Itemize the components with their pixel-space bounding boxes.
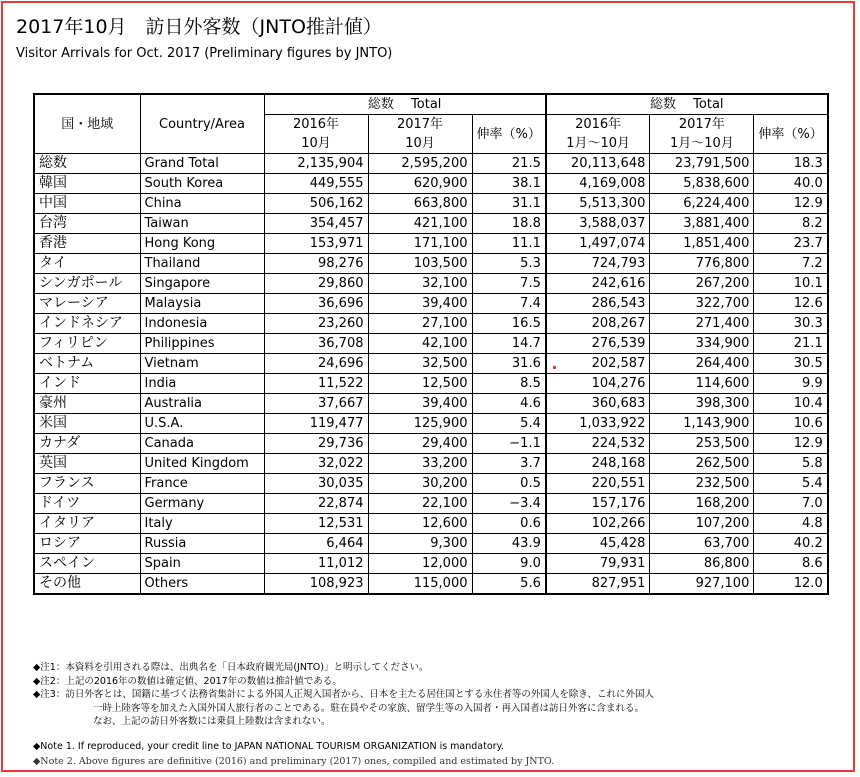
value-2017-oct: 12,600 bbox=[368, 514, 472, 534]
value-growth-cumulative: 7.0 bbox=[754, 494, 828, 514]
note-jp-3-cont-1: 一時上陸客等を加えた入国外国人旅行者のことである。駐在員やその家族、留学生等の入国者・再入国者は訪日外客に含まれる。 bbox=[93, 702, 645, 714]
value-2017-cumulative: 63,700 bbox=[650, 534, 754, 554]
table-row bbox=[34, 154, 828, 174]
country-name-en: Others bbox=[140, 574, 264, 595]
country-name-en: Italy bbox=[140, 514, 264, 534]
value-2017-cumulative: 776,800 bbox=[650, 254, 754, 274]
table-row bbox=[34, 194, 828, 214]
value-growth-oct: 11.1 bbox=[472, 234, 546, 254]
table-row bbox=[34, 374, 828, 394]
value-2016-cumulative: 1,497,074 bbox=[546, 234, 650, 254]
country-name-en: South Korea bbox=[140, 174, 264, 194]
country-name-en: U.S.A. bbox=[140, 414, 264, 434]
value-2017-oct: 421,100 bbox=[368, 214, 472, 234]
value-growth-cumulative: 30.5 bbox=[754, 354, 828, 374]
value-2017-cumulative: 398,300 bbox=[650, 394, 754, 414]
value-2016-cumulative: 104,276 bbox=[546, 374, 650, 394]
country-name-en: Germany bbox=[140, 494, 264, 514]
value-2016-oct: 153,971 bbox=[264, 234, 368, 254]
value-growth-cumulative: 12.9 bbox=[754, 194, 828, 214]
region-name-jp: ドイツ bbox=[34, 494, 140, 514]
region-name-jp: タイ bbox=[34, 254, 140, 274]
value-2017-oct: 9,300 bbox=[368, 534, 472, 554]
country-name-en: France bbox=[140, 474, 264, 494]
value-2016-cumulative: 724,793 bbox=[546, 254, 650, 274]
value-2017-oct: 663,800 bbox=[368, 194, 472, 214]
value-2017-oct: 27,100 bbox=[368, 314, 472, 334]
value-growth-oct: 3.7 bbox=[472, 454, 546, 474]
value-2017-oct: 125,900 bbox=[368, 414, 472, 434]
region-name-jp: ロシア bbox=[34, 534, 140, 554]
value-2017-cumulative: 1,143,900 bbox=[650, 414, 754, 434]
table-row bbox=[34, 334, 828, 354]
region-name-jp: 米国 bbox=[34, 414, 140, 434]
region-name-jp: カナダ bbox=[34, 434, 140, 454]
table-row bbox=[34, 434, 828, 454]
table-row bbox=[34, 234, 828, 254]
value-2016-cumulative: 827,951 bbox=[546, 574, 650, 595]
value-2017-oct: 103,500 bbox=[368, 254, 472, 274]
value-growth-oct: −1.1 bbox=[472, 434, 546, 454]
region-name-jp: 韓国 bbox=[34, 174, 140, 194]
value-2017-oct: 42,100 bbox=[368, 334, 472, 354]
header-2017-cum-year: 2017年 bbox=[650, 115, 754, 135]
country-name-en: Russia bbox=[140, 534, 264, 554]
value-growth-oct: 38.1 bbox=[472, 174, 546, 194]
value-growth-cumulative: 40.2 bbox=[754, 534, 828, 554]
value-2017-cumulative: 271,400 bbox=[650, 314, 754, 334]
value-2016-oct: 36,696 bbox=[264, 294, 368, 314]
value-growth-oct: 21.5 bbox=[472, 154, 546, 174]
value-growth-oct: 9.0 bbox=[472, 554, 546, 574]
value-growth-cumulative: 8.2 bbox=[754, 214, 828, 234]
table-row bbox=[34, 274, 828, 294]
header-region-jp: 国・地域 bbox=[34, 94, 140, 154]
value-2017-cumulative: 322,700 bbox=[650, 294, 754, 314]
value-2016-cumulative: 360,683 bbox=[546, 394, 650, 414]
value-growth-oct: 43.9 bbox=[472, 534, 546, 554]
country-name-en: Spain bbox=[140, 554, 264, 574]
value-growth-oct: 7.4 bbox=[472, 294, 546, 314]
value-growth-cumulative: 4.8 bbox=[754, 514, 828, 534]
table-row bbox=[34, 534, 828, 554]
page-title: 2017年10月 訪日外客数（JNTO推計値） bbox=[16, 16, 382, 38]
region-name-jp: インドネシア bbox=[34, 314, 140, 334]
value-2017-cumulative: 107,200 bbox=[650, 514, 754, 534]
value-growth-cumulative: 7.2 bbox=[754, 254, 828, 274]
header-2016-oct-month: 10月 bbox=[264, 134, 368, 154]
value-2016-cumulative: 157,176 bbox=[546, 494, 650, 514]
value-growth-oct: 31.6 bbox=[472, 354, 546, 374]
value-2017-oct: 620,900 bbox=[368, 174, 472, 194]
region-name-jp: スペイン bbox=[34, 554, 140, 574]
value-2017-cumulative: 262,500 bbox=[650, 454, 754, 474]
notes-jp bbox=[33, 661, 654, 729]
value-2017-oct: 2,595,200 bbox=[368, 154, 472, 174]
value-2016-oct: 29,860 bbox=[264, 274, 368, 294]
table-row bbox=[34, 514, 828, 534]
header-total-oct: 総数 Total bbox=[264, 94, 546, 115]
table-row bbox=[34, 214, 828, 234]
value-2016-oct: 11,522 bbox=[264, 374, 368, 394]
value-growth-oct: 8.5 bbox=[472, 374, 546, 394]
value-2016-oct: 2,135,904 bbox=[264, 154, 368, 174]
header-2016-cum-year: 2016年 bbox=[546, 115, 650, 135]
table-row bbox=[34, 394, 828, 414]
value-2016-cumulative: 3,588,037 bbox=[546, 214, 650, 234]
table-row bbox=[34, 454, 828, 474]
red-dot-mark bbox=[553, 366, 556, 369]
region-name-jp: フランス bbox=[34, 474, 140, 494]
value-2016-cumulative: 224,532 bbox=[546, 434, 650, 454]
value-growth-cumulative: 40.0 bbox=[754, 174, 828, 194]
value-2017-cumulative: 253,500 bbox=[650, 434, 754, 454]
visitor-arrivals-table bbox=[33, 93, 829, 595]
header-2017-oct-year: 2017年 bbox=[368, 115, 472, 135]
region-name-jp: マレーシア bbox=[34, 294, 140, 314]
value-2016-oct: 506,162 bbox=[264, 194, 368, 214]
value-growth-cumulative: 12.6 bbox=[754, 294, 828, 314]
value-2016-oct: 11,012 bbox=[264, 554, 368, 574]
value-growth-oct: 31.1 bbox=[472, 194, 546, 214]
value-2016-oct: 22,874 bbox=[264, 494, 368, 514]
table-row bbox=[34, 494, 828, 514]
region-name-jp: イタリア bbox=[34, 514, 140, 534]
value-2016-oct: 24,696 bbox=[264, 354, 368, 374]
header-country-en: Country/Area bbox=[140, 94, 264, 154]
region-name-jp: その他 bbox=[34, 574, 140, 595]
value-growth-cumulative: 10.4 bbox=[754, 394, 828, 414]
value-growth-cumulative: 8.6 bbox=[754, 554, 828, 574]
value-2016-oct: 108,923 bbox=[264, 574, 368, 595]
note-en-1: ◆Note 1. If reproduced, your credit line to JAPAN NATIONAL TOURISM ORGANIZATION is mandatory. bbox=[33, 741, 504, 752]
value-growth-cumulative: 9.9 bbox=[754, 374, 828, 394]
value-2016-cumulative: 5,513,300 bbox=[546, 194, 650, 214]
region-name-jp: 英国 bbox=[34, 454, 140, 474]
value-2016-oct: 354,457 bbox=[264, 214, 368, 234]
region-name-jp: 豪州 bbox=[34, 394, 140, 414]
value-2017-oct: 115,000 bbox=[368, 574, 472, 595]
value-2017-cumulative: 927,100 bbox=[650, 574, 754, 595]
country-name-en: Thailand bbox=[140, 254, 264, 274]
header-2017-oct-month: 10月 bbox=[368, 134, 472, 154]
header-2016-oct-year: 2016年 bbox=[264, 115, 368, 135]
value-growth-oct: 18.8 bbox=[472, 214, 546, 234]
table-row bbox=[34, 354, 828, 374]
note-jp-3: ◆注3：訪日外客とは、国籍に基づく法務省集計による外国人正規入国者から、日本を主たる居住国とする永住者等の外国人を除き、これに外国人 bbox=[33, 689, 654, 700]
value-growth-cumulative: 5.8 bbox=[754, 454, 828, 474]
value-2017-oct: 32,500 bbox=[368, 354, 472, 374]
table-row bbox=[34, 554, 828, 574]
value-growth-cumulative: 23.7 bbox=[754, 234, 828, 254]
country-name-en: India bbox=[140, 374, 264, 394]
value-growth-cumulative: 12.0 bbox=[754, 574, 828, 595]
value-2017-oct: 12,500 bbox=[368, 374, 472, 394]
note-en-2: ◆Note 2. Above figures are definitive (2016) and preliminary (2017) ones, compiled and estimated by JNTO. bbox=[33, 756, 555, 767]
country-name-en: Indonesia bbox=[140, 314, 264, 334]
value-2016-oct: 449,555 bbox=[264, 174, 368, 194]
table-row bbox=[34, 254, 828, 274]
value-growth-oct: 5.3 bbox=[472, 254, 546, 274]
value-2016-oct: 36,708 bbox=[264, 334, 368, 354]
value-2016-cumulative: 242,616 bbox=[546, 274, 650, 294]
value-2016-cumulative: 102,266 bbox=[546, 514, 650, 534]
value-2016-oct: 12,531 bbox=[264, 514, 368, 534]
page-subtitle: Visitor Arrivals for Oct. 2017 (Preliminary figures by JNTO) bbox=[16, 46, 393, 61]
value-2017-oct: 12,000 bbox=[368, 554, 472, 574]
value-growth-cumulative: 30.3 bbox=[754, 314, 828, 334]
value-growth-oct: 16.5 bbox=[472, 314, 546, 334]
note-jp-2: ◆注2：上記の2016年の数値は確定値、2017年の数値は推計値である。 bbox=[33, 675, 342, 687]
value-growth-oct: 0.6 bbox=[472, 514, 546, 534]
value-growth-cumulative: 10.1 bbox=[754, 274, 828, 294]
value-growth-oct: 14.7 bbox=[472, 334, 546, 354]
country-name-en: Philippines bbox=[140, 334, 264, 354]
region-name-jp: ベトナム bbox=[34, 354, 140, 374]
table-row bbox=[34, 474, 828, 494]
value-growth-oct: 5.6 bbox=[472, 574, 546, 595]
country-name-en: China bbox=[140, 194, 264, 214]
value-growth-cumulative: 21.1 bbox=[754, 334, 828, 354]
value-2016-oct: 32,022 bbox=[264, 454, 368, 474]
value-2016-oct: 29,736 bbox=[264, 434, 368, 454]
value-2017-oct: 29,400 bbox=[368, 434, 472, 454]
value-2017-oct: 171,100 bbox=[368, 234, 472, 254]
header-2017-cum-period: 1月～10月 bbox=[650, 134, 754, 154]
country-name-en: Taiwan bbox=[140, 214, 264, 234]
value-2016-cumulative: 202,587 bbox=[546, 354, 650, 374]
value-2016-cumulative: 248,168 bbox=[546, 454, 650, 474]
value-2017-cumulative: 23,791,500 bbox=[650, 154, 754, 174]
value-2016-cumulative: 45,428 bbox=[546, 534, 650, 554]
country-name-en: Singapore bbox=[140, 274, 264, 294]
header-2016-cum-period: 1月～10月 bbox=[546, 134, 650, 154]
value-2017-cumulative: 267,200 bbox=[650, 274, 754, 294]
value-2016-oct: 30,035 bbox=[264, 474, 368, 494]
country-name-en: Australia bbox=[140, 394, 264, 414]
value-growth-cumulative: 12.9 bbox=[754, 434, 828, 454]
value-2016-cumulative: 220,551 bbox=[546, 474, 650, 494]
header-growth-cum: 伸率（%） bbox=[754, 115, 828, 154]
value-2017-oct: 22,100 bbox=[368, 494, 472, 514]
note-jp-1: ◆注1：本資料を引用される際は、出典名を「日本政府観光局(JNTO)」と明示してください。 bbox=[33, 662, 429, 673]
table-row bbox=[34, 414, 828, 434]
header-growth-oct: 伸率（%） bbox=[472, 115, 546, 154]
country-name-en: Grand Total bbox=[140, 154, 264, 174]
value-2017-oct: 39,400 bbox=[368, 294, 472, 314]
value-2017-oct: 30,200 bbox=[368, 474, 472, 494]
value-2017-cumulative: 6,224,400 bbox=[650, 194, 754, 214]
value-2016-oct: 37,667 bbox=[264, 394, 368, 414]
region-name-jp: 中国 bbox=[34, 194, 140, 214]
value-2017-cumulative: 264,400 bbox=[650, 354, 754, 374]
country-name-en: Malaysia bbox=[140, 294, 264, 314]
notes-en bbox=[33, 739, 554, 769]
table-body bbox=[34, 154, 828, 595]
value-2017-oct: 39,400 bbox=[368, 394, 472, 414]
region-name-jp: 総数 bbox=[34, 154, 140, 174]
value-2016-cumulative: 4,169,008 bbox=[546, 174, 650, 194]
value-2016-oct: 6,464 bbox=[264, 534, 368, 554]
table-row bbox=[34, 174, 828, 194]
country-name-en: Canada bbox=[140, 434, 264, 454]
value-growth-oct: −3.4 bbox=[472, 494, 546, 514]
value-2017-cumulative: 168,200 bbox=[650, 494, 754, 514]
region-name-jp: 台湾 bbox=[34, 214, 140, 234]
region-name-jp: フィリピン bbox=[34, 334, 140, 354]
value-2017-cumulative: 5,838,600 bbox=[650, 174, 754, 194]
value-2016-cumulative: 20,113,648 bbox=[546, 154, 650, 174]
header-total-cumulative: 総数 Total bbox=[546, 94, 828, 115]
note-jp-3-cont-2: なお、上記の訪日外客数には乗員上陸数は含まれない。 bbox=[93, 716, 331, 727]
value-2017-cumulative: 334,900 bbox=[650, 334, 754, 354]
value-2016-oct: 98,276 bbox=[264, 254, 368, 274]
region-name-jp: シンガポール bbox=[34, 274, 140, 294]
value-2016-oct: 23,260 bbox=[264, 314, 368, 334]
country-name-en: United Kingdom bbox=[140, 454, 264, 474]
value-2016-cumulative: 79,931 bbox=[546, 554, 650, 574]
value-2017-oct: 33,200 bbox=[368, 454, 472, 474]
value-2017-cumulative: 114,600 bbox=[650, 374, 754, 394]
value-growth-cumulative: 10.6 bbox=[754, 414, 828, 434]
value-growth-oct: 4.6 bbox=[472, 394, 546, 414]
value-2017-cumulative: 232,500 bbox=[650, 474, 754, 494]
country-name-en: Vietnam bbox=[140, 354, 264, 374]
value-2016-oct: 119,477 bbox=[264, 414, 368, 434]
value-2017-oct: 32,100 bbox=[368, 274, 472, 294]
region-name-jp: インド bbox=[34, 374, 140, 394]
value-2016-cumulative: 276,539 bbox=[546, 334, 650, 354]
region-name-jp: 香港 bbox=[34, 234, 140, 254]
value-growth-oct: 0.5 bbox=[472, 474, 546, 494]
value-growth-oct: 5.4 bbox=[472, 414, 546, 434]
value-2017-cumulative: 1,851,400 bbox=[650, 234, 754, 254]
value-2017-cumulative: 86,800 bbox=[650, 554, 754, 574]
table-row bbox=[34, 294, 828, 314]
value-2016-cumulative: 208,267 bbox=[546, 314, 650, 334]
value-2016-cumulative: 286,543 bbox=[546, 294, 650, 314]
value-growth-cumulative: 5.4 bbox=[754, 474, 828, 494]
value-growth-oct: 7.5 bbox=[472, 274, 546, 294]
country-name-en: Hong Kong bbox=[140, 234, 264, 254]
value-growth-cumulative: 18.3 bbox=[754, 154, 828, 174]
value-2016-cumulative: 1,033,922 bbox=[546, 414, 650, 434]
table-row bbox=[34, 574, 828, 595]
table-row bbox=[34, 314, 828, 334]
value-2017-cumulative: 3,881,400 bbox=[650, 214, 754, 234]
